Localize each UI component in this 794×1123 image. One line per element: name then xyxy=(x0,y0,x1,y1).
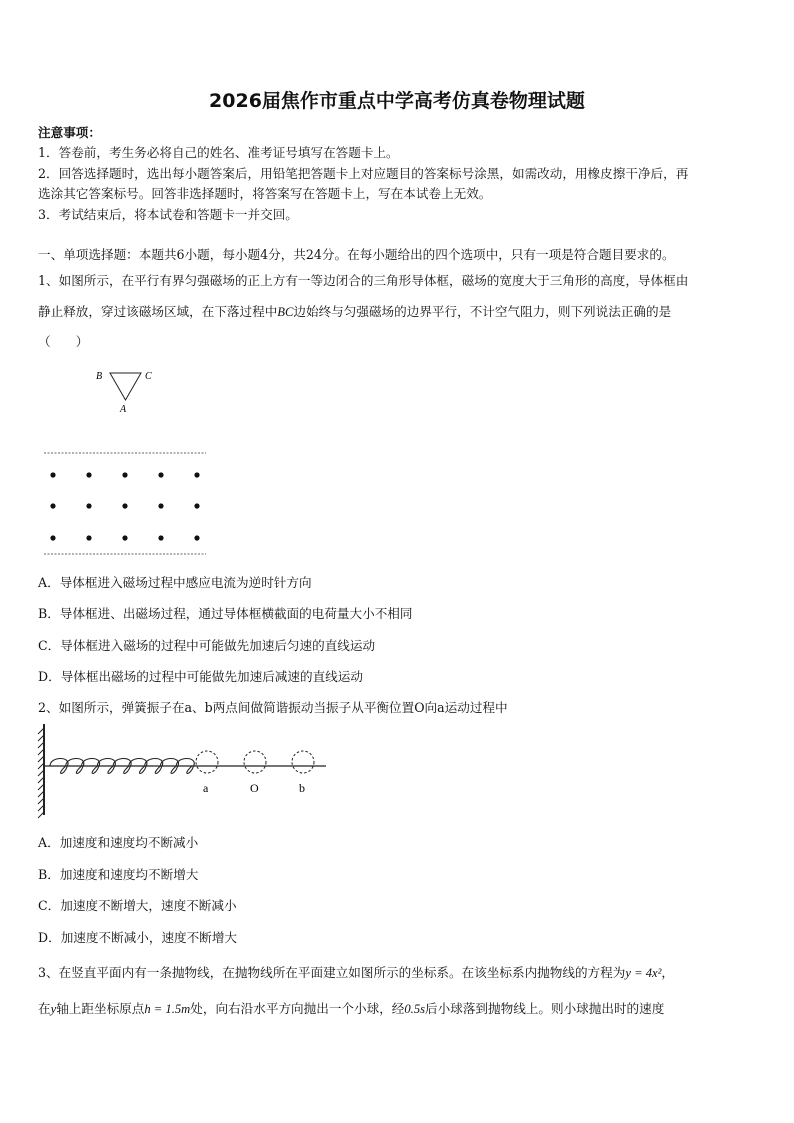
notice-item-1: 1．答卷前，考生务必将自己的姓名、准考证号填写在答题卡上。 xyxy=(38,145,399,160)
q2-stem: 2、如图所示，弹簧振子在a、b两点间做简谐振动当振子从平衡位置O向a运动过程中 xyxy=(38,700,508,715)
section-heading: 一、单项选择题：本题共6小题，每小题4分，共24分。在每小题给出的四个选项中，只有一项是符合题目要求的。 xyxy=(38,247,675,262)
q3-math-t: 0.5s xyxy=(404,1002,426,1016)
q3-text-b: ， xyxy=(661,965,674,980)
q3-text-d: 轴上距坐标原点 xyxy=(56,1001,145,1016)
q3-text-f: 后小球落到抛物线上。则小球抛出时的速度 xyxy=(425,1001,665,1016)
q3-text-e: 处，向右沿水平方向抛出一个小球，经 xyxy=(190,1001,405,1016)
q1-option-b: B．导体框进、出磁场过程，通过导体框横截面的电荷量大小不相同 xyxy=(38,606,413,621)
q3-stem-line2 xyxy=(38,998,664,1017)
notice-item-2: 2．回答选择题时，选出每小题答案后，用铅笔把答题卡上对应题目的答案标号涂黑，如需改动，用橡皮擦干净后，再 xyxy=(38,166,689,181)
q1-text-a: 静止释放，穿过该磁场区域，在下落过程中 xyxy=(38,304,278,319)
q1-math-bc: BC xyxy=(277,305,294,319)
triangle-label-b: B xyxy=(96,371,103,382)
page-title: 2026届焦作市重点中学高考仿真卷物理试题 xyxy=(209,90,585,112)
q1-stem-line1: 1、如图所示，在平行有界匀强磁场的正上方有一等边闭合的三角形导体框，磁场的宽度大于三角形的高度，导体框由 xyxy=(38,273,689,288)
triangle-label-c: C xyxy=(145,371,152,382)
q3-math-y: y xyxy=(50,1002,57,1016)
q3-stem-line1 xyxy=(38,962,674,981)
label-b: b xyxy=(299,781,305,795)
notice-item-2-cont: 选涂其它答案标号。回答非选择题时，将答案写在答题卡上，写在本试卷上无效。 xyxy=(38,186,492,201)
q1-option-a: A．导体框进入磁场过程中感应电流为逆时针方向 xyxy=(38,575,312,590)
notice-item-3: 3．考试结束后，将本试卷和答题卡一并交回。 xyxy=(38,207,298,222)
q3-text-c: 在 xyxy=(38,1001,51,1016)
q2-option-d: D．加速度不断减小，速度不断增大 xyxy=(38,930,238,945)
ball-position-b xyxy=(292,751,314,773)
notice-heading: 注意事项： xyxy=(38,125,101,140)
q1-option-c: C．导体框进入磁场的过程中可能做先加速后匀速的直线运动 xyxy=(38,638,376,653)
q3-text-a: 3、在竖直平面内有一条抛物线，在抛物线所在平面建立如图所示的坐标系。在该坐标系内抛物线的方程为 xyxy=(38,965,626,980)
label-a: a xyxy=(203,781,209,795)
triangle-label-a: A xyxy=(120,404,127,415)
q2-option-a: A．加速度和速度均不断减小 xyxy=(38,835,199,850)
q1-text-b: 边始终与匀强磁场的边界平行，不计空气阻力，则下列说法正确的是 xyxy=(293,304,672,319)
q1-option-d: D．导体框出磁场的过程中可能做先加速后减速的直线运动 xyxy=(38,669,363,684)
q2-option-b: B．加速度和速度均不断增大 xyxy=(38,867,199,882)
ball-position-o xyxy=(244,751,266,773)
label-o: O xyxy=(250,781,259,795)
q2-option-c: C．加速度不断增大，速度不断减小 xyxy=(38,898,237,913)
q3-math-h: h = 1.5m xyxy=(144,1002,191,1016)
ball-position-a xyxy=(196,751,218,773)
q1-answer-blank: （ ） xyxy=(38,334,89,349)
q3-equation: y = 4x² xyxy=(625,966,662,980)
